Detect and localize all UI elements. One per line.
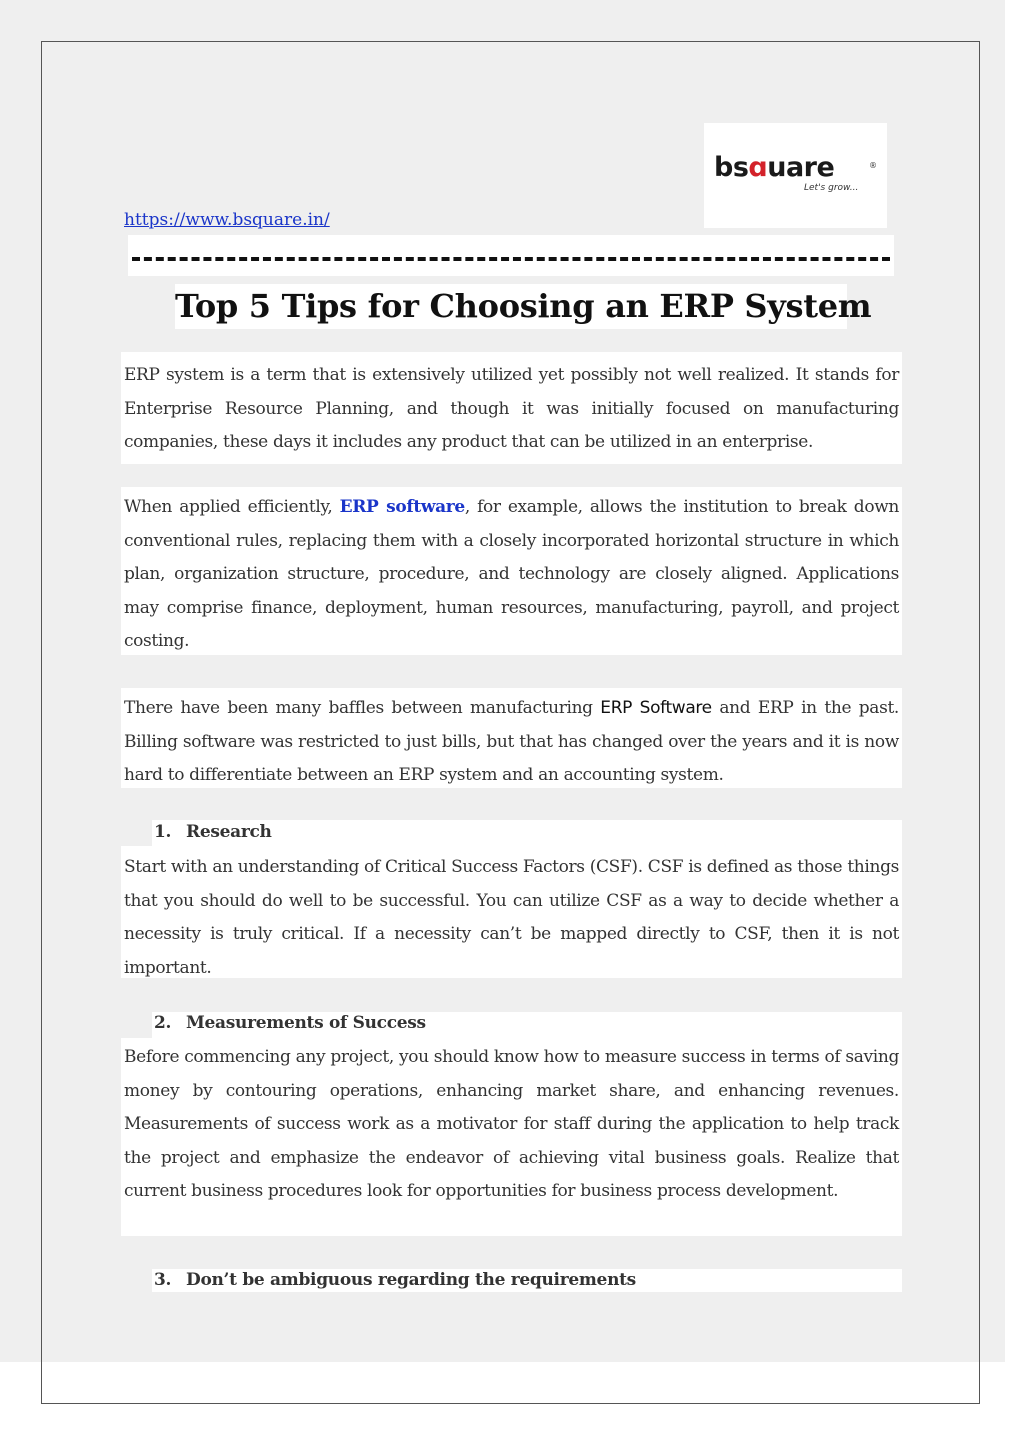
section-1-body: Start with an understanding of Critical Success Factors (CSF). CSF is defined as those things that you should do well to be successful. You can utilize CSF as a way to decide whether a necessity is truly critical. If a necessity can’t be mapped directly to CSF, then it is not important.: [124, 857, 899, 978]
intro-paragraph-2: [124, 491, 899, 659]
section-2-number: 2.: [154, 1013, 172, 1033]
bsquare-logo: [704, 123, 887, 228]
section-1-number: 1.: [154, 822, 172, 842]
section-2-body: Before commencing any project, you should know how to measure success in terms of saving money by contouring operations, enhancing market share, and enhancing revenues. Measurements of success work as a motivator for staff during the application to help track the project and emphasize the endeavor of achieving vital business goals. Realize that current business procedures look for opportunities for business process development.: [124, 1047, 899, 1202]
logo-wordmark: [714, 153, 834, 183]
intro-paragraph-3: [124, 692, 899, 793]
dashed-line: [132, 257, 890, 261]
dashed-separator: [128, 235, 894, 276]
logo-part-bs: bs: [714, 152, 749, 183]
erp-software-inline-link[interactable]: ERP Software: [600, 698, 712, 718]
erp-software-link[interactable]: ERP software: [339, 497, 465, 517]
section-3-title: Don’t be ambiguous regarding the requirements: [186, 1270, 636, 1290]
section-1-heading: [154, 822, 272, 842]
website-link[interactable]: https://www.bsquare.in/: [124, 210, 330, 230]
paragraph-2-rest: , for example, allows the institution to break down conventional rules, replacing them with a closely incorporated horizontal structure in which plan, organization structure, procedure, and technology are closely aligned. Applications may comprise finance, deployment, human resources, manufacturing, payroll, and project costing.: [124, 497, 899, 652]
logo-tagline: Let's grow...: [804, 183, 859, 193]
intro-paragraph-1: ERP system is a term that is extensively utilized yet possibly not well realized. It stands for Enterprise Resource Planning, and though it was initially focused on manufacturing companies, these days it includes any product that can be utilized in an enterprise.: [124, 365, 899, 453]
section-1-title: Research: [186, 822, 272, 842]
logo-part-uare: uare: [767, 152, 835, 183]
section-2-title: Measurements of Success: [186, 1013, 426, 1033]
logo-part-square: ɑ: [748, 152, 768, 183]
registered-mark: ®: [869, 161, 877, 170]
section-2-heading: [154, 1013, 426, 1033]
paragraph-3-lead: There have been many baffles between manufacturing: [124, 698, 601, 718]
section-3-heading: [154, 1270, 636, 1290]
section-3-number: 3.: [154, 1270, 172, 1290]
paragraph-2-lead: When applied efficiently,: [124, 497, 340, 517]
page-title: Top 5 Tips for Choosing an ERP System: [175, 284, 847, 329]
paragraph-3-rest: and ERP in the past. Billing software was restricted to just bills, but that has changed over the years and it is now hard to differentiate between an ERP system and an accounting system.: [124, 698, 899, 786]
